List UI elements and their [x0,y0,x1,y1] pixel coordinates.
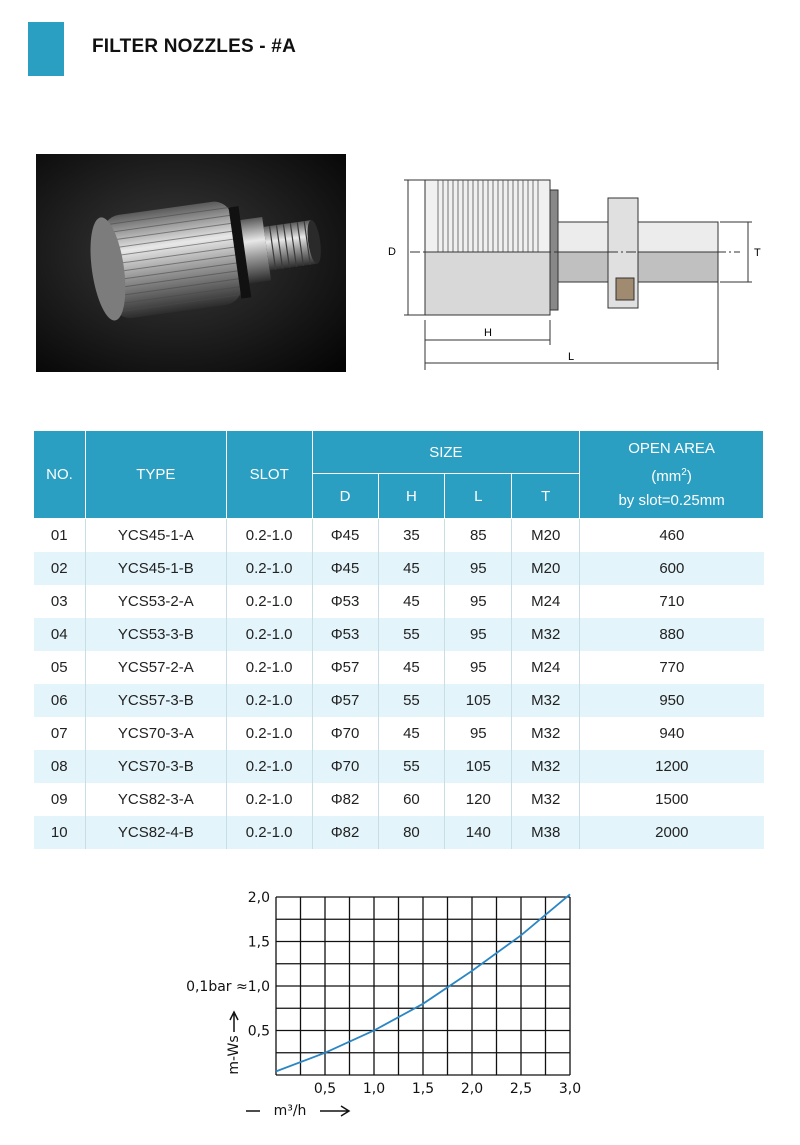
table-cell: 55 [378,618,445,651]
table-row [34,552,764,585]
table-cell: M20 [512,552,580,585]
pressure-flow-chart [150,882,610,1132]
page-title: FILTER NOZZLES - #A [92,36,296,57]
table-cell: M32 [512,783,580,816]
col-header-open-area [580,431,764,519]
x-tick-label: 2,5 [509,1081,533,1097]
table-cell: M32 [512,684,580,717]
table-cell: Φ82 [312,816,378,849]
y-tick-label: 2,0 [247,890,270,906]
spec-table [33,430,764,849]
table-cell: 04 [34,618,86,651]
table-cell: YCS70-3-A [85,717,226,750]
table-cell: 55 [378,750,445,783]
table-cell: 880 [580,618,764,651]
x-tick-label: 1,5 [411,1081,435,1097]
table-cell: 600 [580,552,764,585]
table-cell: 1200 [580,750,764,783]
table-cell: 35 [378,519,445,553]
table-cell: 05 [50,659,68,676]
open-area-line1: OPEN AREA [628,439,715,457]
table-cell: M20 [512,519,580,553]
table-cell: Φ57 [312,684,378,717]
x-tick-label: 0,5 [313,1081,337,1097]
technical-drawing [380,160,770,370]
table-cell: 95 [445,618,512,651]
table-cell: M32 [512,750,580,783]
col-header-size: SIZE [312,431,580,474]
table-cell: 95 [445,717,512,750]
table-cell: M32 [512,717,580,750]
table-row [34,519,764,553]
table-cell: YCS53-2-A [85,585,226,618]
x-tick-label: 1,0 [362,1081,386,1097]
table-cell: 45 [378,585,445,618]
table-cell: 55 [378,684,445,717]
table-row [34,651,764,684]
table-cell: Φ70 [312,717,378,750]
table-cell: 0.2-1.0 [226,750,312,783]
table-cell: Φ45 [312,552,378,585]
col-header-l: L [445,474,512,519]
table-cell: 95 [445,651,512,684]
table-row [34,717,764,750]
table-cell: 1500 [580,783,764,816]
table-cell: 02 [34,552,86,585]
x-axis-arrow [320,1106,349,1116]
open-area-unit: $(mm^2)$ [651,466,692,485]
table-cell: YCS53-3-B [85,618,226,651]
table-row [34,618,764,651]
table-cell: 09 [50,791,68,808]
table-row [34,684,764,717]
table-cell: 0.2-1.0 [226,552,312,585]
col-header-type: TYPE [85,431,226,519]
table-row [34,750,764,783]
y-tick-label: 0,1bar ≈1,0 [186,979,270,995]
table-cell: 0.2-1.0 [226,519,312,553]
x-tick-label: 2,0 [460,1081,484,1097]
dim-label-t: T [754,247,761,259]
table-cell: 95 [445,552,512,585]
table-cell: Φ82 [312,783,378,816]
table-cell: YCS45-1-B [85,552,226,585]
y-tick-label: 0,5 [247,1023,270,1040]
product-photo [36,154,346,372]
table-cell: 03 [50,593,68,610]
table-cell: 45 [378,717,445,750]
table-cell: 10 [34,816,86,849]
y-axis-label: m-Ws [226,1035,242,1075]
x-axis-label: m³/h [273,1103,307,1119]
col-header-t: T [512,474,580,519]
table-cell: 940 [580,717,764,750]
open-area-line3: by slot=0.25mm [618,491,725,509]
table-cell: M24 [512,651,580,684]
table-cell: Φ53 [312,585,378,618]
y-tick-label: 1,5 [247,934,270,951]
table-cell: M24 [512,585,580,618]
table-cell: 80 [378,816,445,849]
table-cell: Φ45 [312,519,378,553]
table-row [34,585,764,618]
table-cell: YCS57-3-B [85,684,226,717]
table-cell: 0.2-1.0 [226,651,312,684]
col-header-no: NO. [34,431,86,519]
table-row [34,783,764,816]
dim-label-h: H [484,327,492,339]
table-cell: Φ70 [312,750,378,783]
table-cell: 0.2-1.0 [226,783,312,816]
table-cell: 06 [34,684,86,717]
table-cell: 01 [50,527,68,544]
table-row [34,816,764,849]
table-cell: 2000 [580,816,764,849]
dim-label-l: L [568,351,575,363]
table-cell: 0.2-1.0 [226,585,312,618]
title-accent-bar [28,22,64,76]
table-cell: YCS45-1-A [85,519,226,553]
table-cell: 460 [580,519,764,553]
table-cell: 45 [378,651,445,684]
x-tick-label: 3,0 [558,1081,582,1097]
col-header-h: H [378,474,445,519]
table-cell: 120 [445,783,512,816]
table-cell: YCS82-4-B [85,816,226,849]
table-cell: 710 [580,585,764,618]
table-cell: YCS70-3-B [85,750,226,783]
table-cell: 0.2-1.0 [226,816,312,849]
table-cell: M32 [512,618,580,651]
table-cell: 950 [580,684,764,717]
table-cell: Φ57 [312,651,378,684]
table-cell: 105 [445,684,512,717]
col-header-slot: SLOT [226,431,312,519]
table-cell: 45 [378,552,445,585]
table-cell: 105 [445,750,512,783]
table-cell: 0.2-1.0 [226,618,312,651]
table-cell: 770 [580,651,764,684]
table-cell: M38 [512,816,580,849]
table-cell: 85 [445,519,512,553]
y-axis-arrow [230,1012,238,1032]
table-cell: YCS82-3-A [85,783,226,816]
table-cell: 60 [378,783,445,816]
table-cell: 07 [50,725,68,742]
col-header-d: D [312,474,378,519]
table-cell: 95 [445,585,512,618]
table-cell: 0.2-1.0 [226,684,312,717]
dim-label-d: D [388,246,396,258]
table-cell: 0.2-1.0 [226,717,312,750]
table-cell: 08 [34,750,86,783]
table-cell: YCS57-2-A [85,651,226,684]
table-cell: 140 [445,816,512,849]
table-cell: Φ53 [312,618,378,651]
